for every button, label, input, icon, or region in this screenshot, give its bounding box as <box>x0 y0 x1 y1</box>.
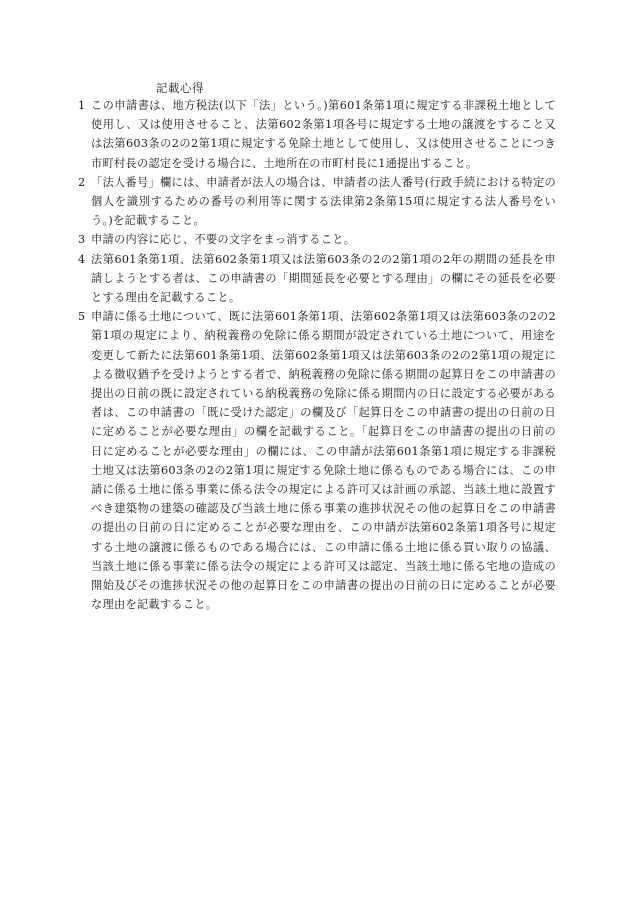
instruction-item-1 <box>78 96 556 173</box>
instruction-item-2 <box>78 173 556 231</box>
item-text: 申請に係る土地について、既に法第601条第1項、法第602条第1項又は法第603条の2の2第1項の規定により、納税義務の免除に係る期間が設定されている土地について、用途を変更して新たに法第601条第1項、法第602条第1項又は法第603条の2の2第1項の規定による徴収猶予を受けようとする者で、納税義務の免除に係る期間の起算日をこの申請書の提出の日前の既に設定されている納税義務の免除に係る期間内の日に設定する必要がある者は、この申請書の「既に受けた認定」の欄及び「起算日をこの申請書の提出の日前の日に定めることが必要な理由」の欄を記載すること。「起算日をこの申請書の提出の日前の日に定めることが必要な理由」の欄には、この申請が法第601条第1項に規定する非課税土地又は法第603条の2の2第1項に規定する免除土地に係るものである場合には、この申請に係る土地に係る事業に係る法令の規定による許可又は計画の承認、当該土地に設置すべき建築物の建築の確認及び当該土地に係る事業の進捗状況その他の起算日をこの申請書の提出の日前の日に定めることが必要な理由を、この申請が法第602条第1項各号に規定する土地の譲渡に係るものである場合には、この申請に係る土地に係る買い取りの協議、当該土地に係る事業に係る法令の規定による許可又は認定、当該土地に係る宅地の造成の開始及びその進捗状況その他の起算日をこの申請書の提出の日前の日に定めることが必要な理由を記載すること。 <box>91 310 556 612</box>
item-number: 4 <box>78 252 86 266</box>
item-number: 1 <box>78 99 86 112</box>
item-number: 3 <box>78 233 86 247</box>
item-text: 申請の内容に応じ、不要の文字をまっ消すること。 <box>91 233 356 247</box>
item-text: 法第601条第1項、法第602条第1項又は法第603条の2の2第1項の2年の期間の延長を申請しようとする者は、この申請書の「期間延長を必要とする理由」の欄にその延長を必要とする理由を記載すること。 <box>91 252 556 305</box>
instruction-item-5 <box>78 307 556 614</box>
item-number: 2 <box>78 175 86 189</box>
item-text: 「法人番号」欄には、申請者が法人の場合は、申請者の法人番号(行政手続における特定の個人を識別するための番号の利用等に関する法律第2条第15項に規定する法人番号をいう。)を記載すること。 <box>91 175 556 228</box>
instruction-item-4 <box>78 250 556 308</box>
item-text: この申請書は、地方税法(以下「法」という。)第601条第1項に規定する非課税土地として使用し、又は使用させること、法第602条第1項各号に規定する土地の譲渡をすること又は法第603条の2の2第1項に規定する免除土地として使用し、又は使用させることにつき市町村長の認定を受ける場合に、土地所在の市町村長に1通提出すること。 <box>91 99 556 170</box>
item-number: 5 <box>78 310 86 324</box>
instruction-item-3 <box>78 230 556 249</box>
document-heading: 記載心得 <box>156 81 204 95</box>
instruction-list <box>78 96 556 614</box>
